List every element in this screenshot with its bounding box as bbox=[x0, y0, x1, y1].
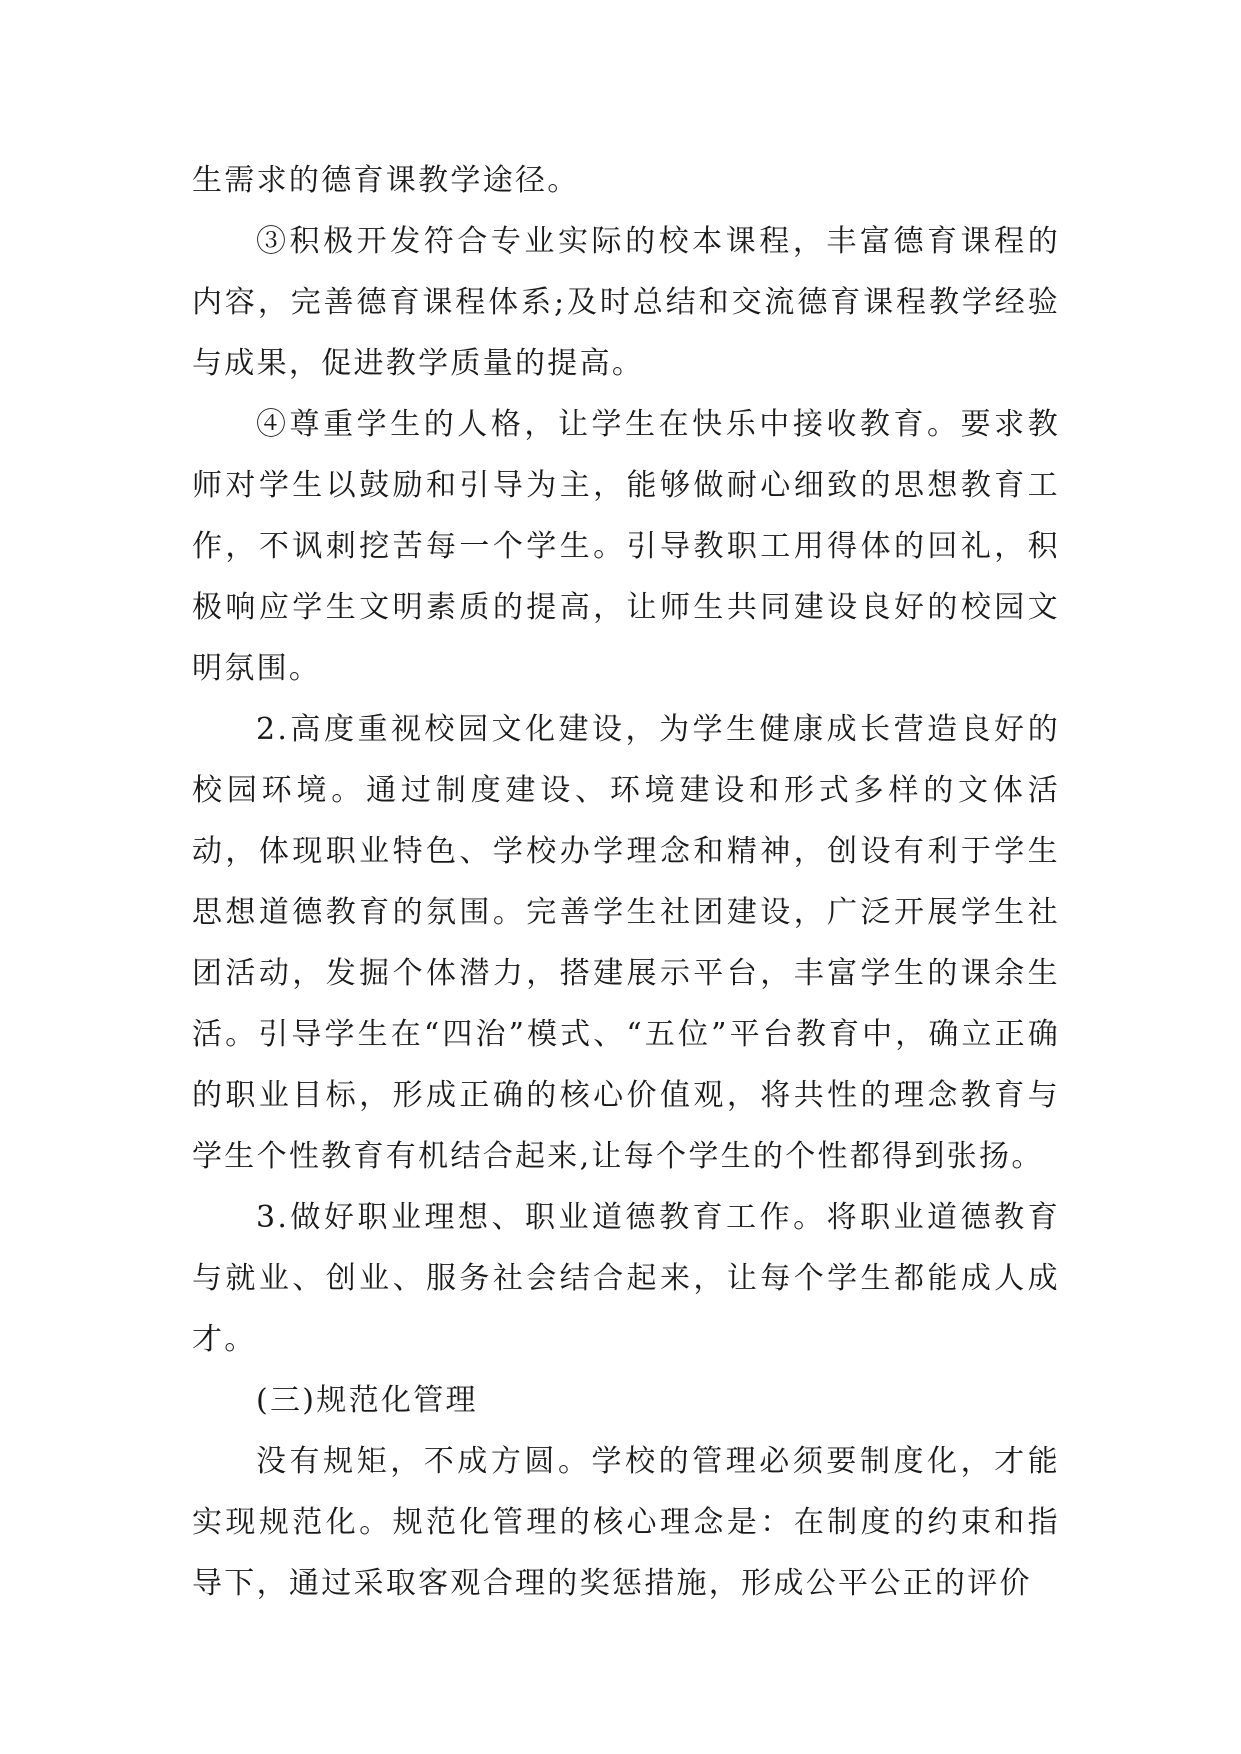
paragraph-course-development: ③积极开发符合专业实际的校本课程，丰富德育课程的内容，完善德育课程体系;及时总结和交流德育课程教学经验与成果，促进教学质量的提高。 bbox=[192, 224, 1060, 381]
paragraph-campus-culture: 2.高度重视校园文化建设，为学生健康成长营造良好的校园环境。通过制度建设、环境建设和形式多样的文体活动，体现职业特色、学校办学理念和精神，创设有利于学生思想道德教育的氛围。完善学生社团建设，广泛开展学生社团活动，发掘个体潜力，搭建展示平台，丰富学生的课余生活。引导学生在“四治”模式、“五位”平台教育中，确立正确的职业目标，形成正确的核心价值观，将共性的理念教育与学生个性教育有机结合起来,让每个学生的个性都得到张扬。 bbox=[192, 712, 1060, 1174]
paragraph-vocational-ethics: 3.做好职业理想、职业道德教育工作。将职业道德教育与就业、创业、服务社会结合起来，让每个学生都能成人成才。 bbox=[192, 1200, 1060, 1357]
paragraph-respect-students: ④尊重学生的人格，让学生在快乐中接收教育。要求教师对学生以鼓励和引导为主，能够做耐心细致的思想教育工作，不讽刺挖苦每一个学生。引导教职工用得体的回礼，积极响应学生文明素质的提高，让师生共同建设良好的校园文明氛围。 bbox=[192, 407, 1060, 686]
section-heading-standardized-management: (三)规范化管理 bbox=[256, 1383, 478, 1418]
paragraph-rules: 没有规矩，不成方圆。学校的管理必须要制度化，才能实现规范化。规范化管理的核心理念是：在制度的约束和指导下，通过采取客观合理的奖惩措施，形成公平公正的评价 bbox=[192, 1444, 1060, 1601]
paragraph-continuation: 生需求的德育课教学途径。 bbox=[192, 163, 580, 198]
document-body bbox=[192, 150, 1060, 1614]
